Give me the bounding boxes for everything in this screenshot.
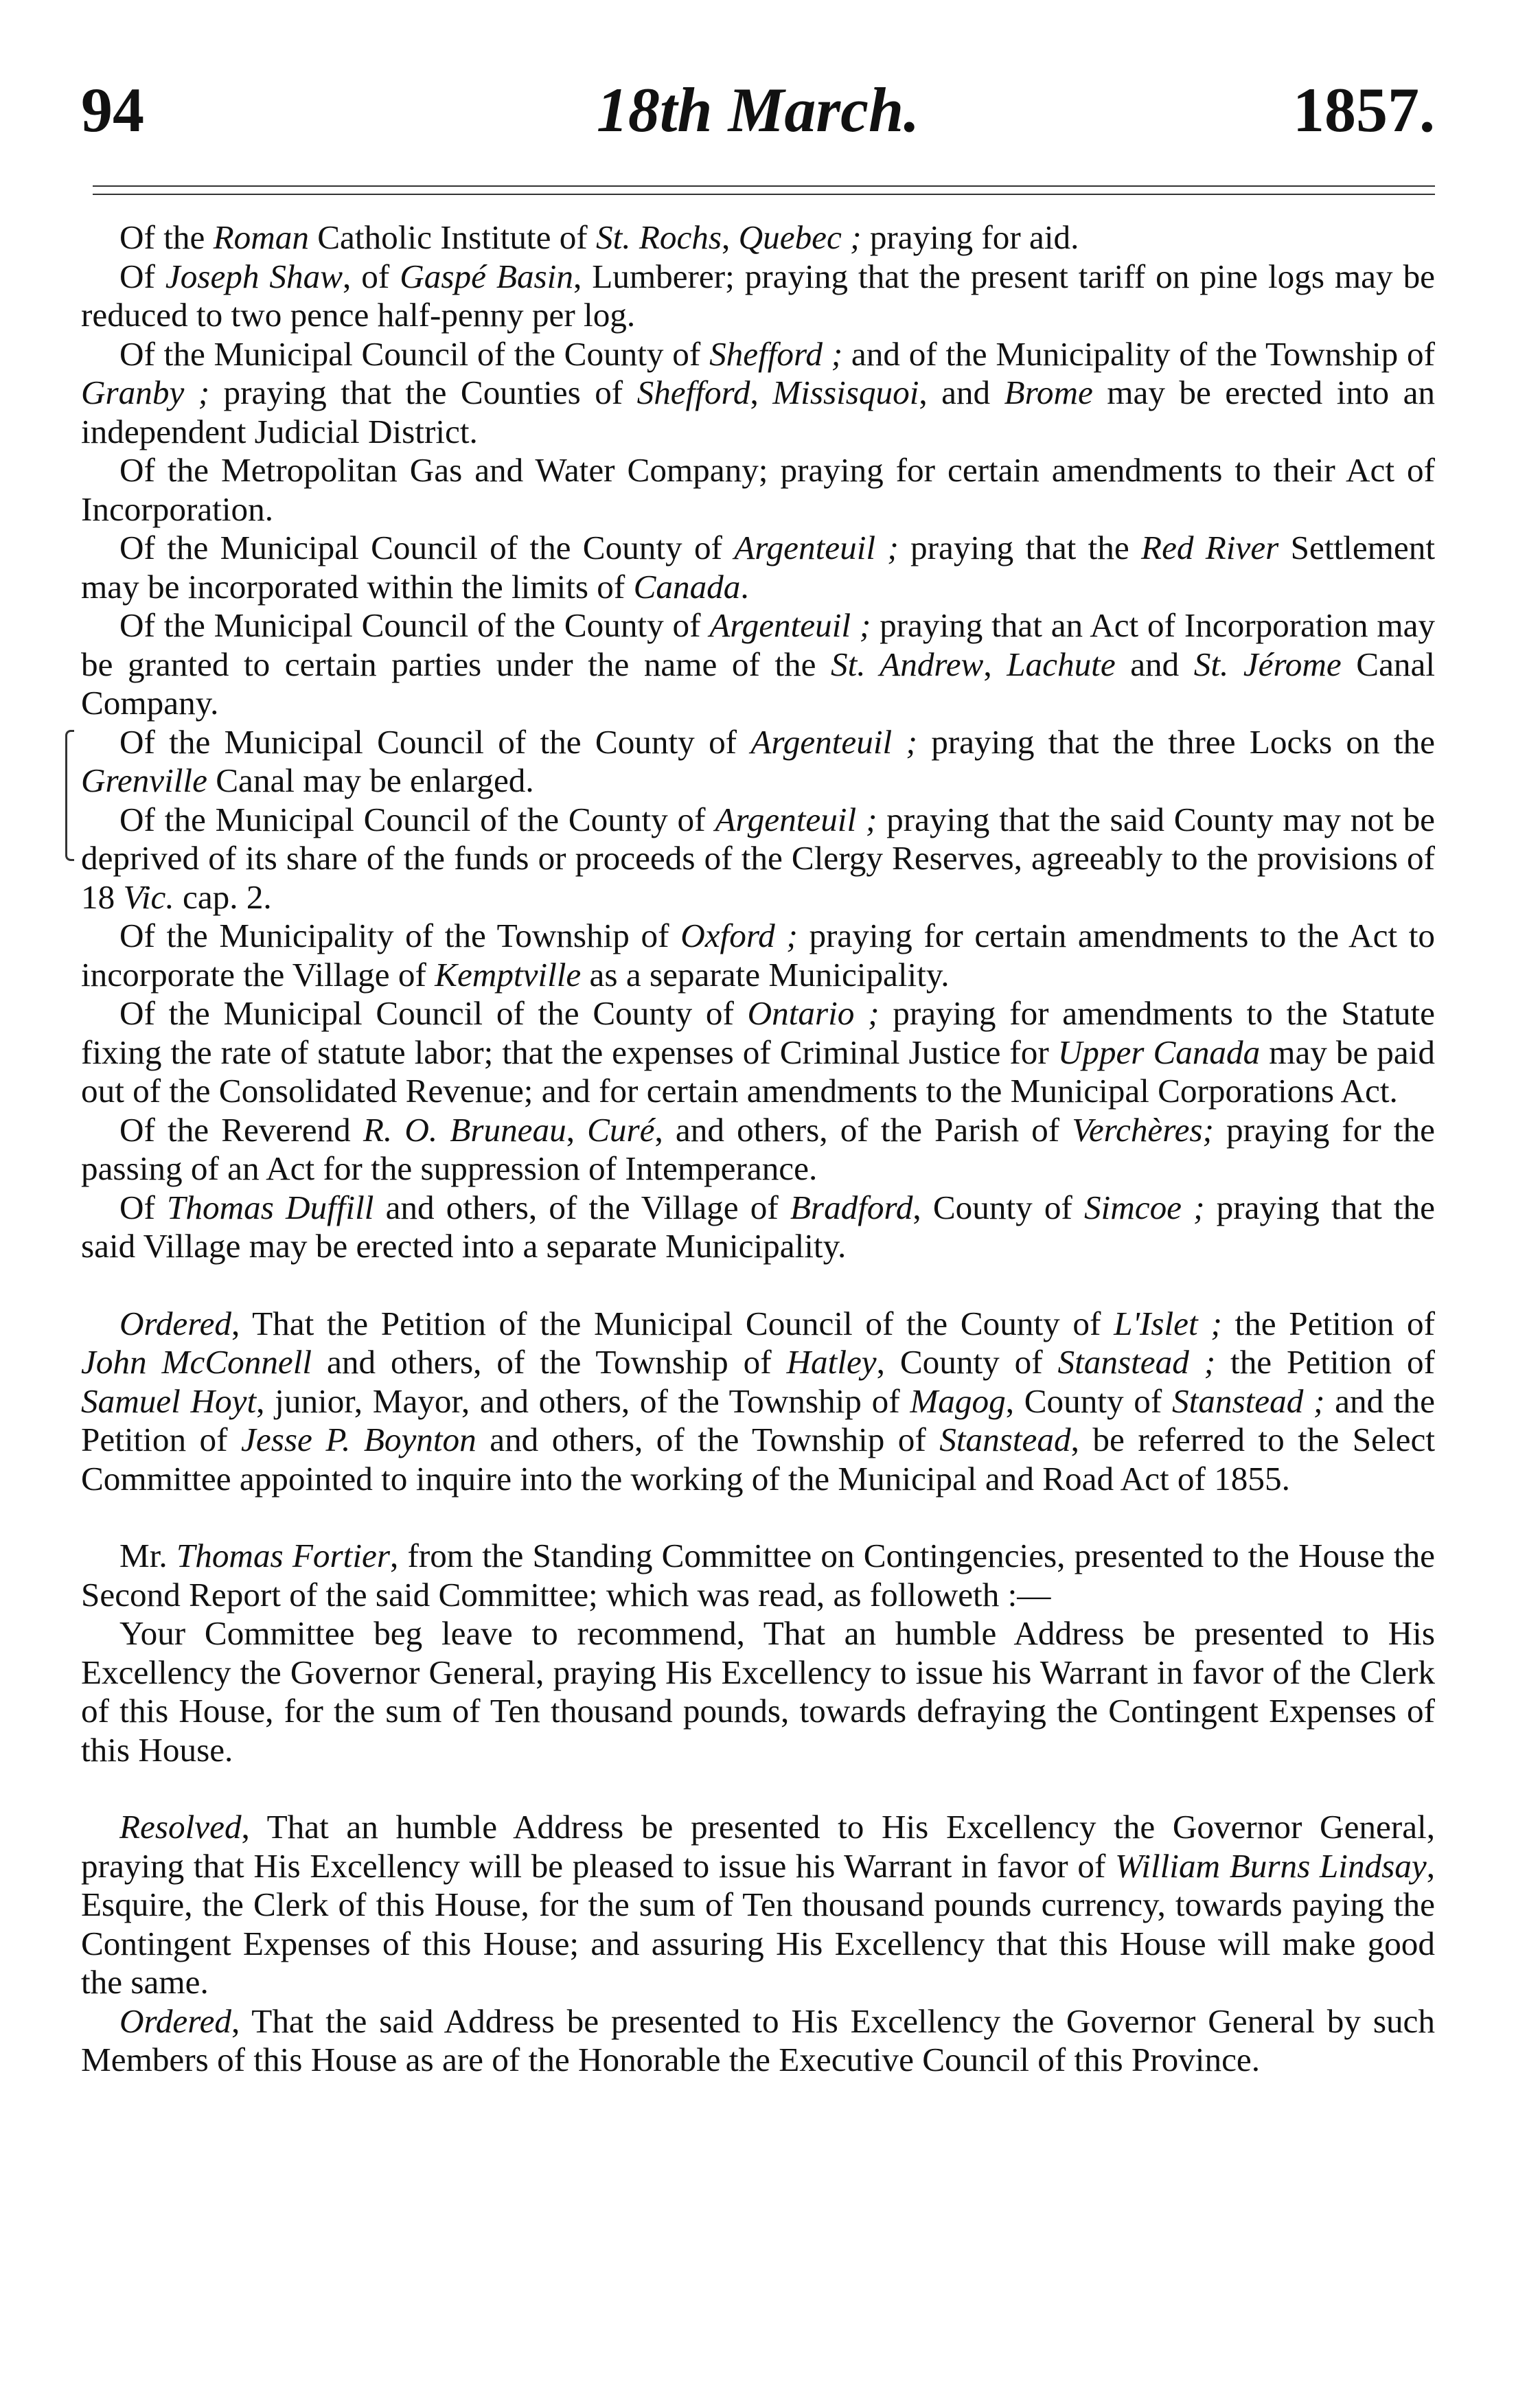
text-run: , of: [343, 257, 400, 295]
petition-argenteuil-clergy-reserves: [81, 801, 1435, 917]
text-run: , County of: [1005, 1381, 1173, 1420]
italic-text: Joseph Shaw: [165, 257, 343, 295]
italic-text: Red River: [1141, 529, 1279, 566]
italic-text: Thomas Duffill: [167, 1188, 374, 1226]
italic-text: Hatley: [786, 1343, 877, 1381]
italic-text: Magog: [910, 1381, 1006, 1420]
report-contingencies: [81, 1537, 1435, 1614]
italic-text: Argenteuil ;: [709, 606, 871, 644]
margin-bracket: [65, 730, 74, 861]
italic-text: Thomas Fortier: [176, 1537, 390, 1574]
italic-text: R. O. Bruneau: [363, 1110, 566, 1149]
text-run: the Petition of: [1215, 1343, 1435, 1381]
text-run: , from the Standing Committee on Contingencies, presented to the House the Second Report of the said Committee; which was read, as followeth :—: [81, 1537, 1435, 1614]
text-run: , junior, Mayor, and others, of the Township of: [256, 1381, 910, 1420]
page-year: 1857.: [1293, 75, 1435, 145]
text-run: Of the Municipal Council of the County of: [119, 800, 715, 838]
italic-text: Jesse P. Boynton: [241, 1421, 476, 1458]
text-run: Catholic Institute of: [308, 218, 596, 256]
italic-text: Lachute: [1007, 645, 1116, 683]
italic-text: Vic.: [123, 878, 174, 916]
text-run: Of the Reverend: [119, 1110, 363, 1149]
italic-text: Simcoe ;: [1083, 1188, 1205, 1226]
italic-text: John McConnell: [81, 1343, 312, 1381]
text-run: Mr.: [119, 1537, 176, 1574]
italic-text: Oxford ;: [680, 917, 798, 954]
text-run: Of the Municipal Council of the County of: [119, 529, 735, 566]
page-number: 94: [81, 75, 144, 145]
italic-text: Ordered: [119, 2002, 232, 2040]
italic-text: Shefford: [636, 374, 750, 411]
italic-text: William Burns Lindsay: [1115, 1846, 1427, 1885]
text-run: praying that an Act of Incorporation may be granted to certain parties under the name of the: [81, 606, 1436, 683]
italic-text: Stanstead ;: [1057, 1343, 1216, 1381]
text-run: and others, of the Township of: [312, 1343, 787, 1381]
petition-roman-catholic-institute: [81, 218, 1435, 257]
italic-text: St. Jérome: [1193, 645, 1342, 683]
text-run: , County of: [876, 1343, 1058, 1381]
italic-text: Quebec ;: [738, 218, 862, 256]
italic-text: Argenteuil ;: [750, 722, 917, 761]
italic-text: Grenville: [81, 761, 207, 799]
petition-bruneau-intemperance: [81, 1111, 1435, 1189]
text-run: cap. 2.: [174, 878, 272, 916]
italic-text: St. Rochs: [595, 218, 722, 256]
text-run: Of the Municipal Council of the County of: [119, 994, 748, 1032]
italic-text: Upper Canada: [1057, 1033, 1261, 1071]
committee-recommendation: [81, 1614, 1435, 1769]
text-run: praying that the said Village may be erected into a separate Municipality.: [81, 1188, 1436, 1265]
text-run: ,: [750, 374, 773, 411]
italic-text: Samuel Hoyt: [81, 1381, 257, 1420]
italic-text: Gaspé Basin: [400, 257, 573, 295]
petition-joseph-shaw: [81, 257, 1435, 335]
italic-text: Roman: [213, 218, 309, 256]
text-run: ,: [983, 645, 1007, 683]
italic-text: Stanstead: [939, 1421, 1071, 1458]
text-run: praying that the said County may not be deprived of its share of the funds or proceeds of the Clergy Reserves, agreeably to the provisions of 18: [81, 800, 1435, 916]
text-run: Of: [119, 1188, 168, 1226]
petition-shefford-granby: [81, 335, 1435, 452]
text-run: ,: [566, 1110, 588, 1149]
text-run: praying for amendments to the Statute fixing the rate of statute labor; that the expenses of Criminal Justice for: [81, 994, 1436, 1071]
text-run: Settlement may be incorporated within the limits of: [81, 529, 1435, 606]
text-run: praying for aid.: [861, 218, 1079, 256]
text-run: and others, of the Township of: [476, 1421, 940, 1458]
italic-text: Bradford: [790, 1188, 913, 1226]
italic-text: Shefford ;: [709, 334, 843, 373]
text-run: Of: [119, 257, 165, 295]
text-run: may be erected into an independent Judicial District.: [81, 374, 1435, 450]
text-run: , be referred to the Select Committee appointed to inquire into the working of the Municipal and Road Act of 1855.: [81, 1421, 1435, 1498]
italic-text: L'Islet ;: [1114, 1304, 1222, 1342]
text-run: Of the Metropolitan Gas and Water Company; praying for certain amendments to their Act of Incorporation.: [81, 451, 1435, 528]
text-run: , That the said Address be presented to His Excellency the Governor General by such Members of this House as are of the Honorable the Executive Council of this Province.: [81, 2002, 1435, 2078]
text-run: , Esquire, the Clerk of this House, for the sum of Ten thousand pounds currency, towards paying the Contingent Expenses of this House; and assuring His Excellency that this House will make good the same.: [81, 1846, 1435, 2001]
text-run: Canal may be enlarged.: [207, 761, 534, 799]
italic-text: Kemptville: [435, 955, 582, 994]
text-run: as a separate Municipality.: [581, 955, 950, 994]
text-run: .: [740, 567, 749, 606]
text-run: ,: [722, 218, 739, 256]
italic-text: Argenteuil ;: [715, 800, 877, 838]
text-run: praying that the three Locks on the: [917, 722, 1436, 761]
italic-text: Resolved: [119, 1808, 242, 1846]
text-run: and others, of the Village of: [374, 1188, 790, 1226]
text-run: , Lumberer; praying that the present tariff on pine logs may be reduced to two pence half-penny per log.: [81, 257, 1435, 334]
petition-metropolitan-gas: [81, 451, 1435, 529]
text-run: , That the Petition of the Municipal Council of the County of: [231, 1304, 1114, 1342]
text-run: Of the Municipal Council of the County of: [119, 606, 710, 644]
text-run: praying for certain amendments to the Act to incorporate the Village of: [81, 917, 1436, 994]
order-address-presented: [81, 2002, 1435, 2080]
text-run: praying that the Counties of: [209, 374, 637, 411]
text-run: Canal Company.: [81, 645, 1436, 722]
italic-text: Canada: [633, 567, 741, 606]
text-run: , County of: [912, 1188, 1084, 1226]
italic-text: Argenteuil ;: [734, 529, 899, 566]
italic-text: Granby ;: [81, 374, 210, 411]
text-run: Of the Municipal Council of the County of: [119, 334, 710, 373]
order-select-committee: [81, 1305, 1435, 1499]
text-run: and the Petition of: [81, 1381, 1435, 1458]
petition-argenteuil-canal-company: [81, 606, 1435, 723]
petition-ontario-statute-labor: [81, 994, 1435, 1111]
text-run: , That an humble Address be presented to His Excellency the Governor General, praying that His Excellency will be pleased to issue his Warrant in favor of: [81, 1808, 1435, 1885]
text-run: and: [1115, 645, 1194, 683]
petition-duffill-bradford: [81, 1189, 1435, 1266]
document-body: [81, 218, 1435, 2080]
text-run: may be paid out of the Consolidated Revenue; and for certain amendments to the Municipal Corporations Act.: [81, 1033, 1435, 1110]
italic-text: Ordered: [119, 1304, 232, 1342]
italic-text: St. Andrew: [830, 645, 984, 683]
italic-text: Stanstead ;: [1172, 1381, 1325, 1420]
page-header: [81, 69, 1435, 151]
petition-oxford-kemptville: [81, 917, 1435, 994]
text-run: the Petition of: [1221, 1304, 1435, 1342]
text-run: , and: [919, 374, 1004, 411]
text-run: and of the Municipality of the Township of: [842, 334, 1436, 373]
petition-argenteuil-red-river: [81, 529, 1435, 606]
petition-argenteuil-grenville-locks: [81, 723, 1435, 801]
text-run: Of the Municipal Council of the County of: [119, 722, 751, 761]
italic-text: Verchères;: [1072, 1110, 1214, 1149]
resolution-address: [81, 1808, 1435, 2002]
italic-text: Brome: [1004, 374, 1093, 411]
header-rule: [93, 185, 1435, 195]
text-run: Your Committee beg leave to recommend, That an humble Address be presented to His Excellency the Governor General, praying His Excellency to issue his Warrant in favor of the Clerk of this House, for the sum of Ten thousand pounds, towards defraying the Contingent Expenses of this House.: [81, 1614, 1435, 1769]
page-date: 18th March.: [596, 75, 920, 145]
text-run: Of the Municipality of the Township of: [119, 917, 681, 954]
italic-text: Curé: [587, 1110, 655, 1149]
text-run: Of the: [119, 218, 214, 256]
italic-text: Ontario ;: [747, 994, 880, 1032]
italic-text: Missisquoi: [772, 374, 919, 411]
text-run: praying that the: [898, 529, 1142, 566]
text-run: , and others, of the Parish of: [654, 1110, 1072, 1149]
text-run: praying for the passing of an Act for the suppression of Intemperance.: [81, 1110, 1436, 1187]
